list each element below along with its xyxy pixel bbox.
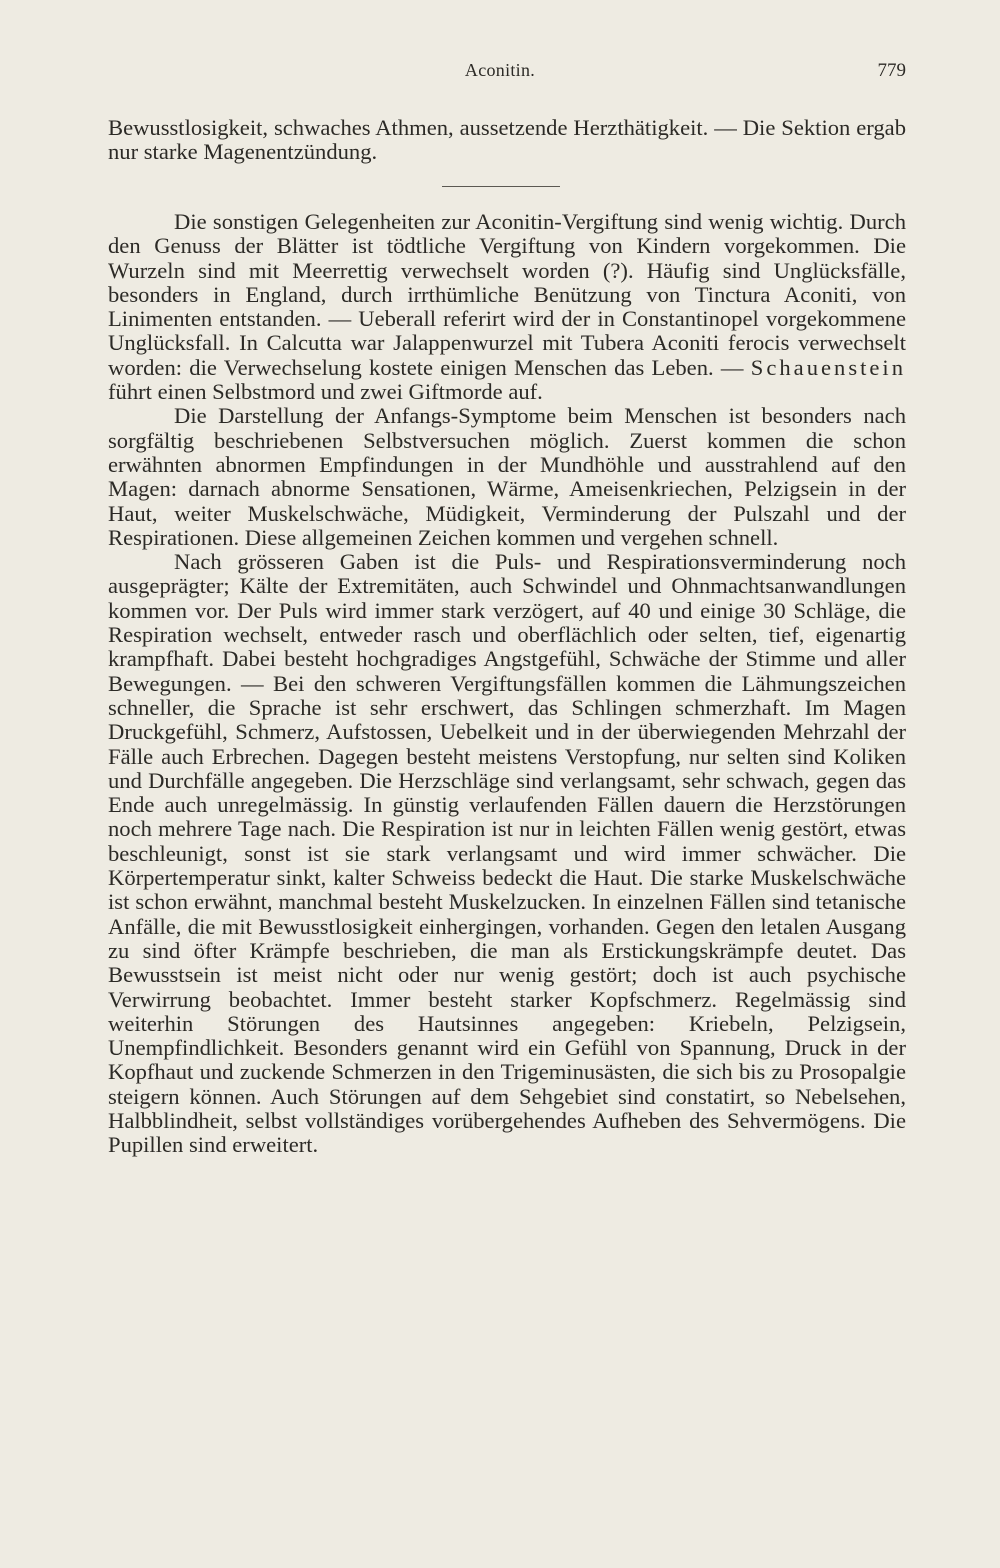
running-title: Aconitin. (464, 60, 536, 80)
section-divider (442, 186, 560, 187)
opening-fragment (108, 116, 906, 165)
paragraph-occasions-end: führt einen Selbstmord und zwei Giftmorde auf. (108, 379, 543, 405)
running-head (0, 60, 1000, 88)
page-number: 779 (877, 60, 906, 81)
paragraph-occasions (108, 210, 906, 404)
paragraph-initial-symptoms: Die Darstellung der Anfangs-Symptome beim Menschen ist besonders nach sorgfältig beschriebenen Selbstversuchen möglich. Zuerst kommen die schon erwähnten abnormen Empfindungen in der Mundhöhle und ausstrahlend auf den Magen: darnach abnorme Sensationen, Wärme, Ameisenkriechen, Pelzigsein in der Haut, weiter Muskelschwäche, Müdigkeit, Verminderung der Pulszahl und der Respirationen. Diese allgemeinen Zeichen kommen und vergehen schnell. (108, 403, 906, 550)
opening-paragraph: Bewusstlosigkeit, schwaches Athmen, aussetzende Herzthätigkeit. — Die Sektion ergab nur starke Magenentzündung. (108, 115, 906, 165)
paragraph-occasions-text: Die sonstigen Gelegenheiten zur Aconitin-Vergiftung sind wenig wichtig. Durch den Genuss der Blätter ist tödtliche Vergiftung von Kindern vorgekommen. Die Wurzeln sind mit Meerrettig verwechselt worden (?). Häufig sind Unglücksfälle, besonders in England, durch irrthümliche Benützung von Tinctura Aconiti, von Linimenten entstanden. — Ueberall referirt wird der in Constantinopel vorgekommene Unglücksfall. In Calcutta war Jalappenwurzel mit Tubera Aconiti ferocis verwechselt worden: die Verwechselung kostete einigen Menschen das Leben. — (108, 209, 906, 380)
main-text (108, 210, 906, 1158)
paragraph-severe-symptoms: Nach grösseren Gaben ist die Puls- und Respirationsverminderung noch ausgeprägter; Kälte der Extremitäten, auch Schwindel und Ohnmachtsanwandlungen kommen vor. Der Puls wird immer stark verzögert, auf 40 und einige 30 Schläge, die Respiration wechselt, entweder rasch und oberflächlich oder selten, tief, eigenartig krampfhaft. Dabei besteht hochgradiges Angstgefühl, Schwäche der Stimme und aller Bewegungen. — Bei den schweren Vergiftungsfällen kommen die Lähmungszeichen schneller, die Sprache ist sehr erschwert, das Schlingen schmerzhaft. Im Magen Druckgefühl, Schmerz, Aufstossen, Uebelkeit und in der überwiegenden Mehrzahl der Fälle auch Erbrechen. Dagegen besteht meistens Verstopfung, nur selten sind Koliken und Durchfälle angegeben. Die Herzschläge sind verlangsamt, sehr schwach, gegen das Ende auch unregelmässig. In günstig verlaufenden Fällen dauern die Herzstörungen noch mehrere Tage nach. Die Respiration ist nur in leichten Fällen wenig gestört, etwas beschleunigt, sonst ist sie stark verlangsamt und wird immer schwächer. Die Körpertemperatur sinkt, kalter Schweiss bedeckt die Haut. Die starke Muskelschwäche ist schon erwähnt, manchmal besteht Muskelzucken. In einzelnen Fällen sind tetanische Anfälle, die mit Bewusstlosigkeit einhergingen, vorhanden. Gegen den letalen Ausgang zu sind öfter Krämpfe beschrieben, die man als Erstickungskrämpfe deutet. Das Bewusstsein ist meist nicht oder nur wenig gestört; doch ist auch psychische Verwirrung beobachtet. Immer besteht starker Kopfschmerz. Regelmässig sind weiterhin Störungen des Hautsinnes angegeben: Kriebeln, Pelzigsein, Unempfindlichkeit. Besonders genannt wird ein Gefühl von Spannung, Druck in der Kopfhaut und zuckende Schmerzen in den Trigeminusästen, die sich bis zu Prosopalgie steigern können. Auch Störungen auf dem Sehgebiet sind constatirt, so Nebelsehen, Halbblindheit, selbst vollständiges vorübergehendes Aufheben des Sehvermögens. Die Pupillen sind erweitert. (108, 549, 906, 1158)
author-name: Schauenstein (750, 354, 906, 380)
